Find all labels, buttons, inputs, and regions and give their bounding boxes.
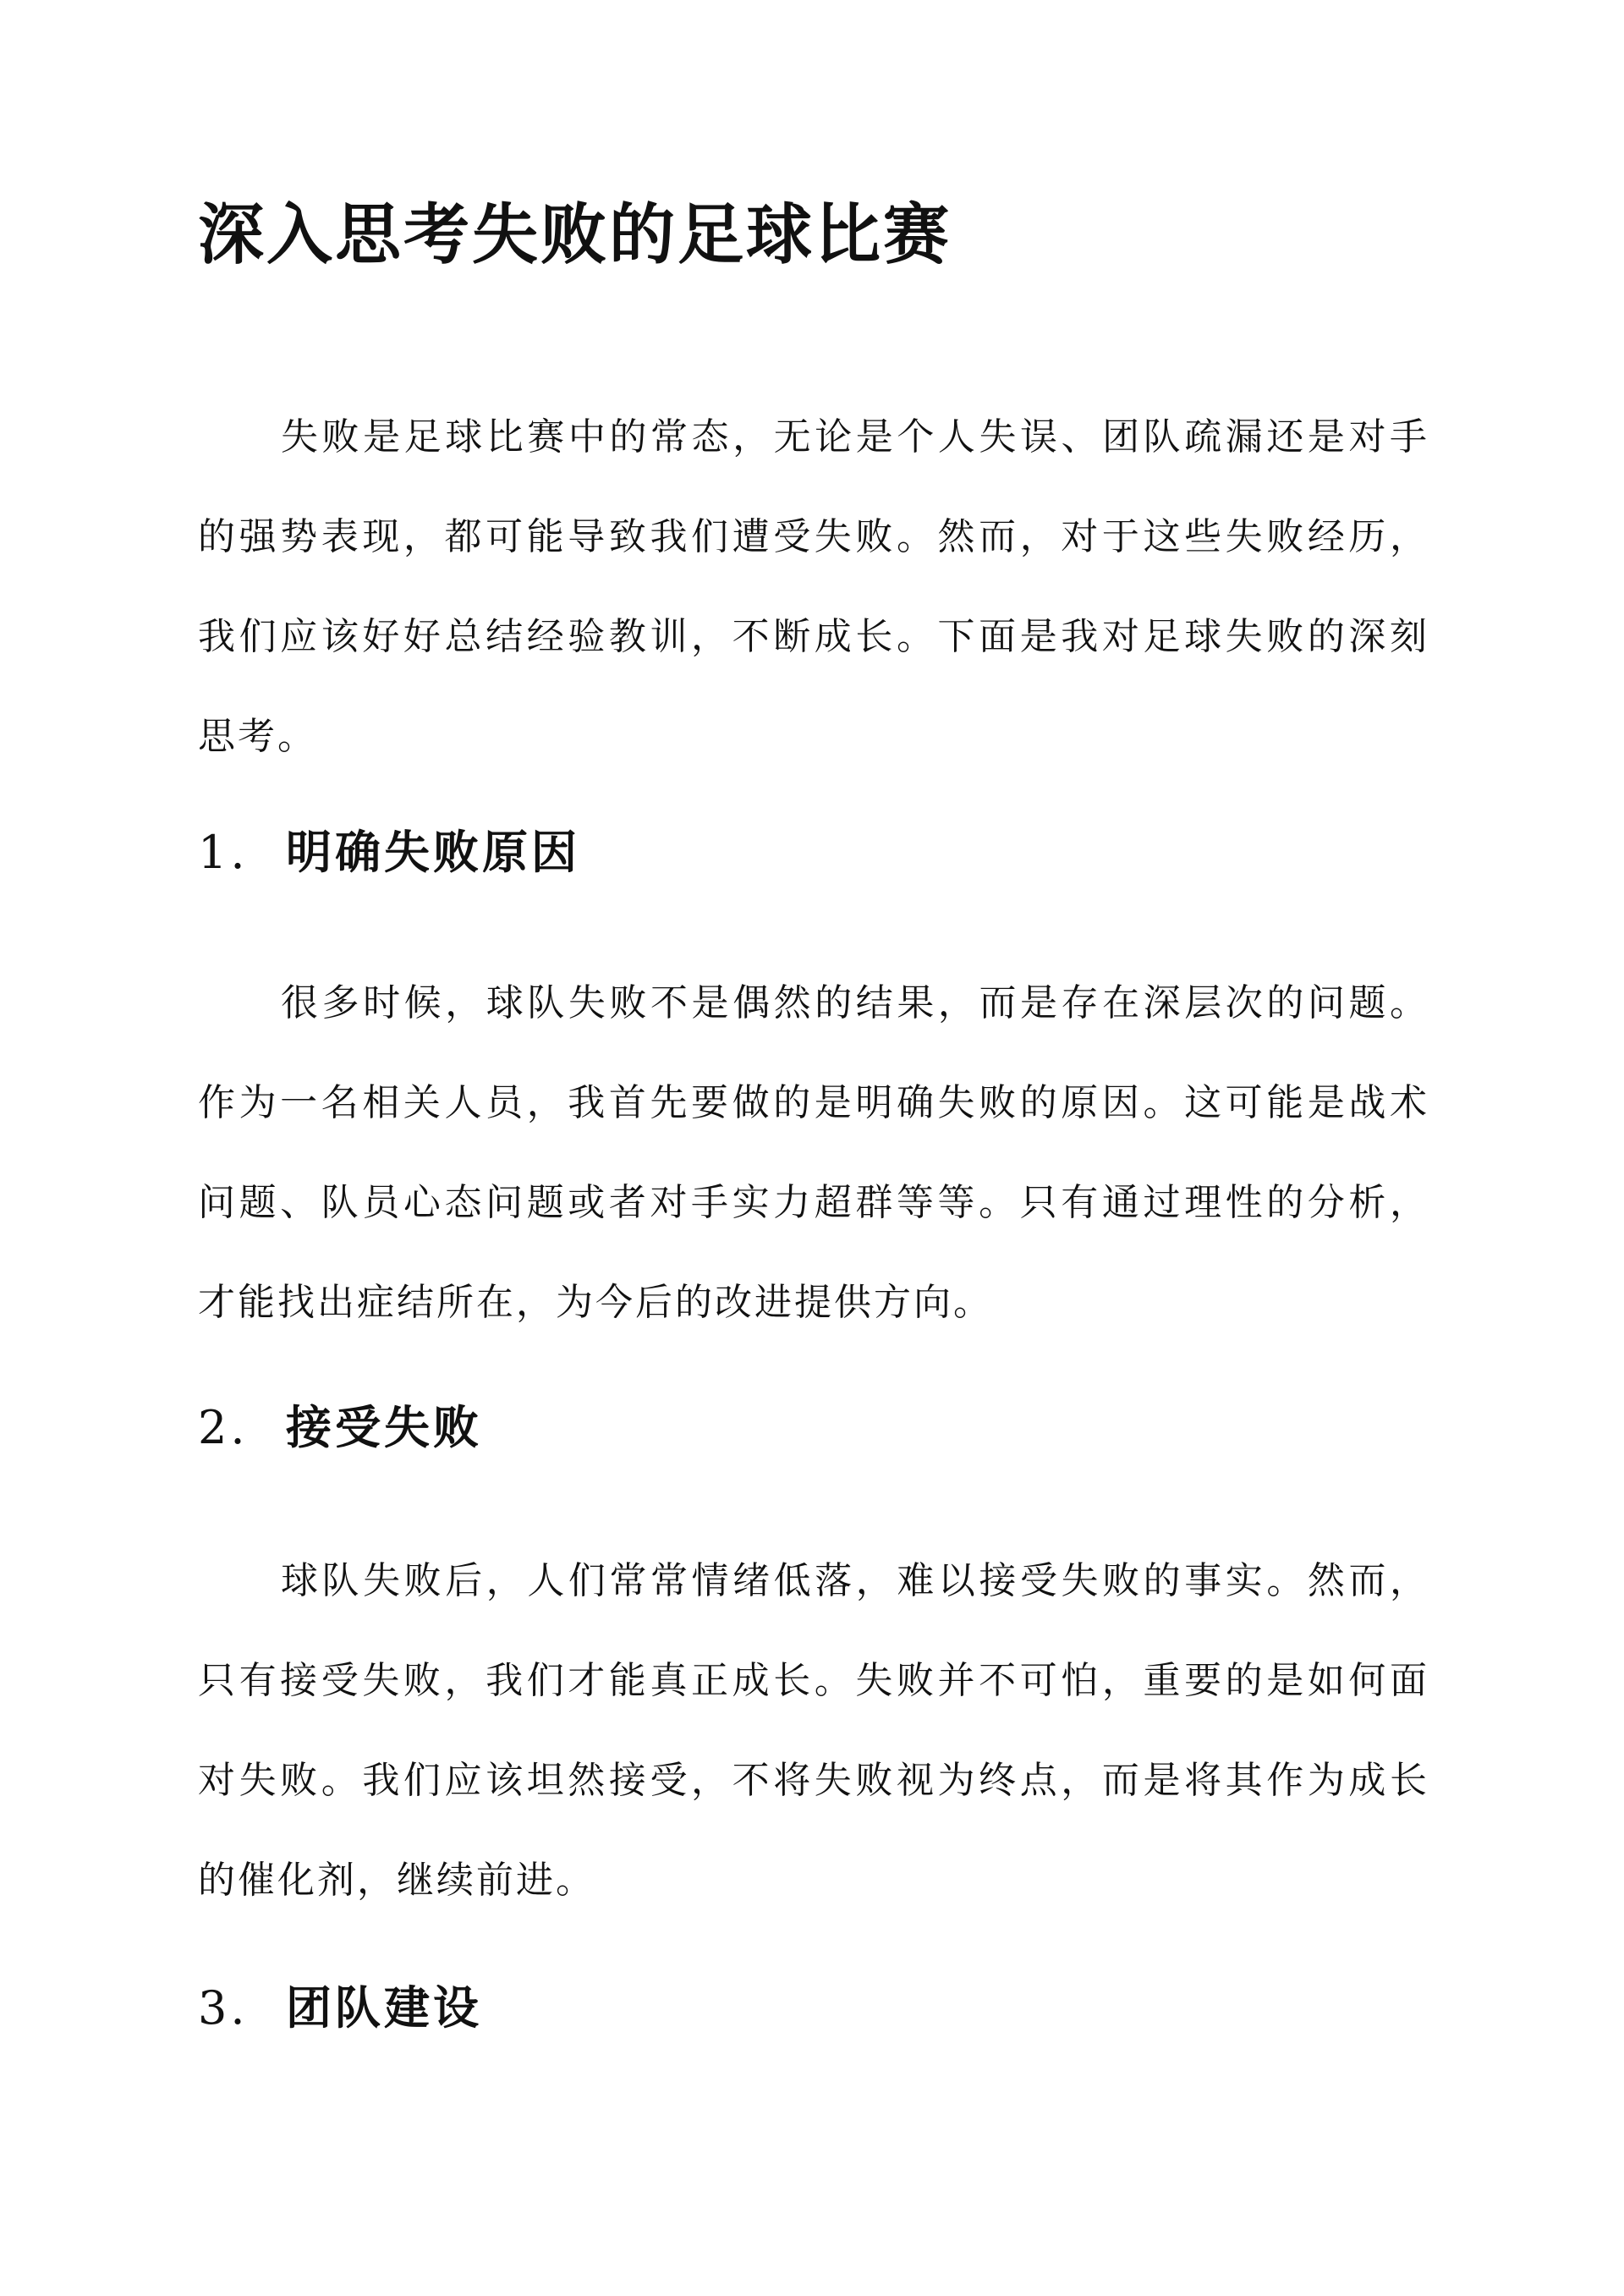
section-number: 3. (198, 1981, 249, 2035)
document-title: 深入思考失败的足球比赛 (198, 196, 952, 273)
section-1-paragraph: 很多时候，球队失败不是偶然的结果，而是存在深层次的问题。作为一名相关人员，我首先要做的是明确失败的原因。这可能是战术问题、队员心态问题或者对手实力超群等等。只有通过理性的分析，才能找出症结所在，为今后的改进提供方向。 (198, 981, 1429, 1324)
section-heading-2 (198, 1400, 482, 1454)
section-number: 2. (198, 1401, 249, 1454)
section-heading-1 (198, 827, 580, 877)
section-title: 接受失败 (286, 1400, 482, 1454)
intro-paragraph: 失败是足球比赛中的常态，无论是个人失误、团队疏漏还是对手的强势表现，都可能导致我们遭受失败。然而，对于这些失败经历，我们应该好好总结经验教训，不断成长。下面是我对足球失败的深刻思考。 (198, 415, 1429, 758)
section-2-paragraph: 球队失败后，人们常常情绪低落，难以接受失败的事实。然而，只有接受失败，我们才能真正成长。失败并不可怕，重要的是如何面对失败。我们应该坦然接受，不将失败视为终点，而是将其作为成长的催化剂，继续前进。 (198, 1559, 1429, 1902)
section-title: 明确失败原因 (286, 825, 580, 879)
section-number: 1. (198, 826, 249, 879)
section-heading-3 (198, 1980, 482, 2035)
section-title: 团队建设 (286, 1980, 482, 2035)
